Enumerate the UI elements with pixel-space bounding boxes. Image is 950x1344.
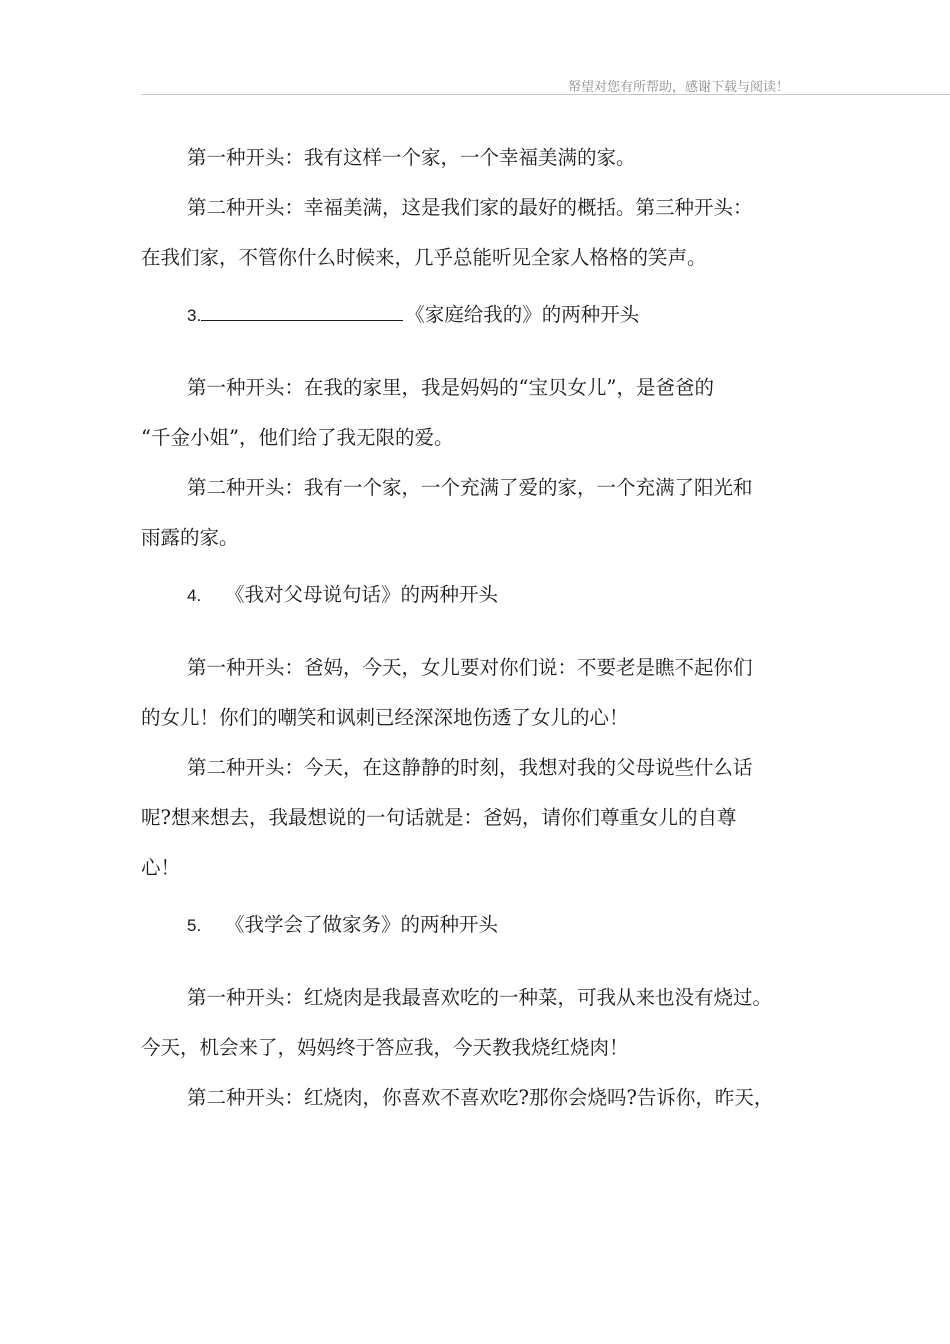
header-note: 帑望对您有所帮助，感谢下载与阅读！ xyxy=(568,80,790,95)
fill-in-blank xyxy=(201,302,403,321)
paragraph-line: 的女儿！你们的嘲笑和讽刺已经深深地伤透了女儿的心！ xyxy=(141,706,629,729)
section-number: 3. xyxy=(187,306,202,325)
section-title: 《我对父母说句话》的两种开头 xyxy=(225,583,499,606)
paragraph-line: 雨露的家。 xyxy=(141,526,239,549)
section-title: 《家庭给我的》的两种开头 xyxy=(405,303,640,326)
section-number: 5. xyxy=(187,916,202,935)
paragraph-line: 第二种开头：红烧肉，你喜欢不喜欢吃?那你会烧吗?告诉你，昨天， xyxy=(187,1086,774,1109)
section-number: 4. xyxy=(187,586,202,605)
header-rule xyxy=(141,94,950,95)
paragraph-line: 呢?想来想去，我最想说的一句话就是：爸妈，请你们尊重女儿的自尊 xyxy=(141,806,737,829)
paragraph-line: 心！ xyxy=(141,856,181,879)
paragraph-line: 第一种开头：在我的家里，我是妈妈的“宝贝女儿”，是爸爸的 xyxy=(187,376,714,399)
paragraph-line: 第一种开头：红烧肉是我最喜欢吃的一种菜，可我从来也没有烧过。 xyxy=(187,986,773,1009)
paragraph-line: 今天，机会来了，妈妈终于答应我，今天教我烧红烧肉！ xyxy=(141,1036,629,1059)
section-title: 《我学会了做家务》的两种开头 xyxy=(225,913,499,936)
paragraph-line: 第二种开头：今天，在这静静的时刻，我想对我的父母说些什么话 xyxy=(187,756,753,779)
paragraph-line: 第二种开头：幸福美满，这是我们家的最好的概括。第三种开头： xyxy=(187,196,753,219)
paragraph-line: 第一种开头：爸妈，今天，女儿要对你们说：不要老是瞧不起你们 xyxy=(187,656,753,679)
paragraph-line: 第二种开头：我有一个家，一个充满了爱的家，一个充满了阳光和 xyxy=(187,476,753,499)
paragraph-line: “千金小姐”，他们给了我无限的爱。 xyxy=(141,426,454,449)
section-heading-3 xyxy=(187,302,639,329)
paragraph-line: 在我们家，不管你什么时候来，几乎总能听见全家人格格的笑声。 xyxy=(141,246,707,269)
section-heading-4 xyxy=(187,582,498,609)
paragraph-line: 第一种开头：我有这样一个家，一个幸福美满的家。 xyxy=(187,146,636,169)
section-heading-5 xyxy=(187,912,498,939)
